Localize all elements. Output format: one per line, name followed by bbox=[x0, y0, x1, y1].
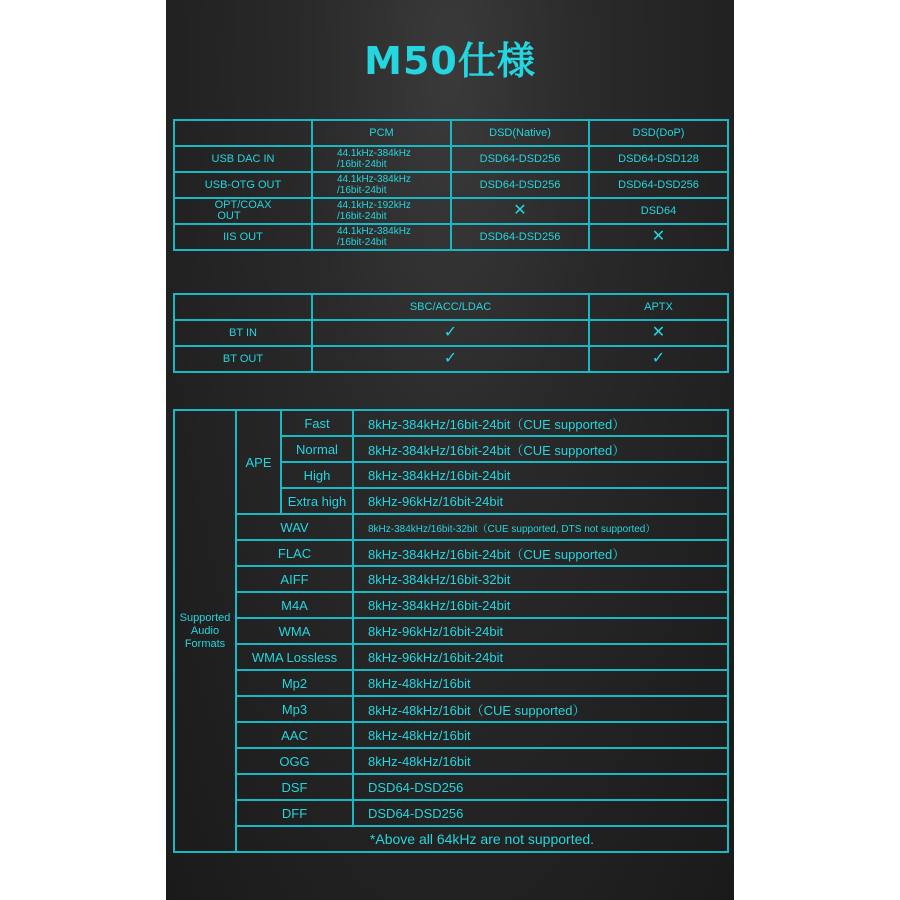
pcm-cell bbox=[312, 224, 451, 250]
table-row bbox=[174, 670, 728, 696]
table-row bbox=[174, 410, 728, 436]
table-row bbox=[174, 774, 728, 800]
table-row bbox=[174, 826, 728, 852]
table-row bbox=[174, 198, 728, 224]
format-value: 8kHz-48kHz/16bit bbox=[353, 748, 728, 774]
format-value: 8kHz-48kHz/16bit bbox=[353, 722, 728, 748]
format-value: 8kHz-96kHz/16bit-24bit bbox=[353, 488, 728, 514]
pcm-line: /16bit-24bit bbox=[337, 185, 387, 196]
page-title: M50仕様 bbox=[364, 39, 536, 83]
format-name: OGG bbox=[236, 748, 353, 774]
format-value: 8kHz-48kHz/16bit bbox=[353, 670, 728, 696]
pcm-line: 44.1kHz-384kHz bbox=[337, 226, 411, 237]
format-value: 8kHz-384kHz/16bit-24bit bbox=[353, 462, 728, 488]
check-icon: ✓ bbox=[443, 350, 458, 367]
row-label: USB-OTG OUT bbox=[174, 172, 312, 198]
dsd-dop-cell bbox=[589, 224, 728, 250]
check-icon: ✓ bbox=[651, 350, 666, 367]
cross-icon: ✕ bbox=[651, 324, 666, 341]
pcm-line: 44.1kHz-192kHz bbox=[337, 200, 411, 211]
table-row bbox=[174, 540, 728, 566]
sbc-cell bbox=[312, 320, 589, 346]
cross-icon: ✕ bbox=[651, 228, 666, 245]
table-row bbox=[174, 224, 728, 250]
format-name: WAV bbox=[236, 514, 353, 540]
dsd-native-cell: DSD64-DSD256 bbox=[451, 146, 589, 172]
table-row bbox=[174, 644, 728, 670]
dsd-native-cell bbox=[451, 198, 589, 224]
ape-label: APE bbox=[236, 410, 281, 514]
sbc-cell bbox=[312, 346, 589, 372]
check-icon: ✓ bbox=[443, 324, 458, 341]
table-row bbox=[174, 514, 728, 540]
format-name: Mp2 bbox=[236, 670, 353, 696]
formats-group-label bbox=[174, 410, 236, 852]
pcm-line: 44.1kHz-384kHz bbox=[337, 148, 411, 159]
format-value: 8kHz-384kHz/16bit-32bit（CUE supported, DTS not supported） bbox=[353, 514, 728, 540]
audio-formats-table bbox=[173, 409, 729, 853]
ape-mode: High bbox=[281, 462, 353, 488]
format-value: 8kHz-384kHz/16bit-24bit bbox=[353, 592, 728, 618]
format-value: 8kHz-384kHz/16bit-24bit（CUE supported） bbox=[353, 540, 728, 566]
table-header-cell: DSD(DoP) bbox=[589, 120, 728, 146]
table-header-cell: APTX bbox=[589, 294, 728, 320]
format-value: 8kHz-384kHz/16bit-24bit（CUE supported） bbox=[353, 436, 728, 462]
table-row bbox=[174, 748, 728, 774]
format-name: M4A bbox=[236, 592, 353, 618]
format-value: 8kHz-384kHz/16bit-32bit bbox=[353, 566, 728, 592]
table-row bbox=[174, 320, 728, 346]
format-value: 8kHz-96kHz/16bit-24bit bbox=[353, 644, 728, 670]
table-header-cell bbox=[174, 120, 312, 146]
dsd-native-cell: DSD64-DSD256 bbox=[451, 172, 589, 198]
aptx-cell bbox=[589, 320, 728, 346]
table-row bbox=[174, 346, 728, 372]
format-name: AIFF bbox=[236, 566, 353, 592]
format-name: WMA Lossless bbox=[236, 644, 353, 670]
table-row bbox=[174, 120, 728, 146]
footnote: *Above all 64kHz are not supported. bbox=[236, 826, 728, 852]
table-row bbox=[174, 566, 728, 592]
format-value: 8kHz-48kHz/16bit（CUE supported） bbox=[353, 696, 728, 722]
format-name: DFF bbox=[236, 800, 353, 826]
cross-icon: ✕ bbox=[513, 202, 527, 219]
dsd-native-cell: DSD64-DSD256 bbox=[451, 224, 589, 250]
format-name: AAC bbox=[236, 722, 353, 748]
io-spec-table bbox=[173, 119, 729, 251]
formats-label-line: Formats bbox=[184, 637, 226, 650]
row-label bbox=[174, 198, 312, 224]
pcm-line: /16bit-24bit bbox=[337, 237, 387, 248]
pcm-line: 44.1kHz-384kHz bbox=[337, 174, 411, 185]
format-name: DSF bbox=[236, 774, 353, 800]
format-name: FLAC bbox=[236, 540, 353, 566]
pcm-cell bbox=[312, 198, 451, 224]
format-value: 8kHz-384kHz/16bit-24bit（CUE supported） bbox=[353, 410, 728, 436]
pcm-cell bbox=[312, 146, 451, 172]
row-label: IIS OUT bbox=[174, 224, 312, 250]
format-value: DSD64-DSD256 bbox=[353, 774, 728, 800]
pcm-cell bbox=[312, 172, 451, 198]
table-row bbox=[174, 172, 728, 198]
table-header-cell: PCM bbox=[312, 120, 451, 146]
format-name: Mp3 bbox=[236, 696, 353, 722]
pcm-line: /16bit-24bit bbox=[337, 211, 387, 222]
table-header-cell: DSD(Native) bbox=[451, 120, 589, 146]
table-row bbox=[174, 696, 728, 722]
row-label: BT IN bbox=[174, 320, 312, 346]
row-label: USB DAC IN bbox=[174, 146, 312, 172]
row-label: BT OUT bbox=[174, 346, 312, 372]
ape-mode: Extra high bbox=[281, 488, 353, 514]
row-label-line: OPT/COAX bbox=[214, 199, 272, 211]
table-row bbox=[174, 618, 728, 644]
table-row bbox=[174, 592, 728, 618]
format-name: WMA bbox=[236, 618, 353, 644]
bluetooth-spec-table bbox=[173, 293, 729, 373]
table-header-cell: SBC/ACC/LDAC bbox=[312, 294, 589, 320]
aptx-cell bbox=[589, 346, 728, 372]
row-label-line: OUT bbox=[217, 210, 241, 222]
dsd-dop-cell: DSD64-DSD256 bbox=[589, 172, 728, 198]
ape-mode: Fast bbox=[281, 410, 353, 436]
pcm-line: /16bit-24bit bbox=[337, 159, 387, 170]
dsd-dop-cell: DSD64-DSD128 bbox=[589, 146, 728, 172]
dsd-dop-cell: DSD64 bbox=[589, 198, 728, 224]
table-row bbox=[174, 146, 728, 172]
format-value: 8kHz-96kHz/16bit-24bit bbox=[353, 618, 728, 644]
ape-mode: Normal bbox=[281, 436, 353, 462]
table-row bbox=[174, 800, 728, 826]
format-value: DSD64-DSD256 bbox=[353, 800, 728, 826]
table-row bbox=[174, 294, 728, 320]
table-row bbox=[174, 722, 728, 748]
formats-label-line: Audio bbox=[190, 624, 220, 637]
table-header-cell bbox=[174, 294, 312, 320]
formats-label-line: Supported bbox=[179, 611, 231, 624]
